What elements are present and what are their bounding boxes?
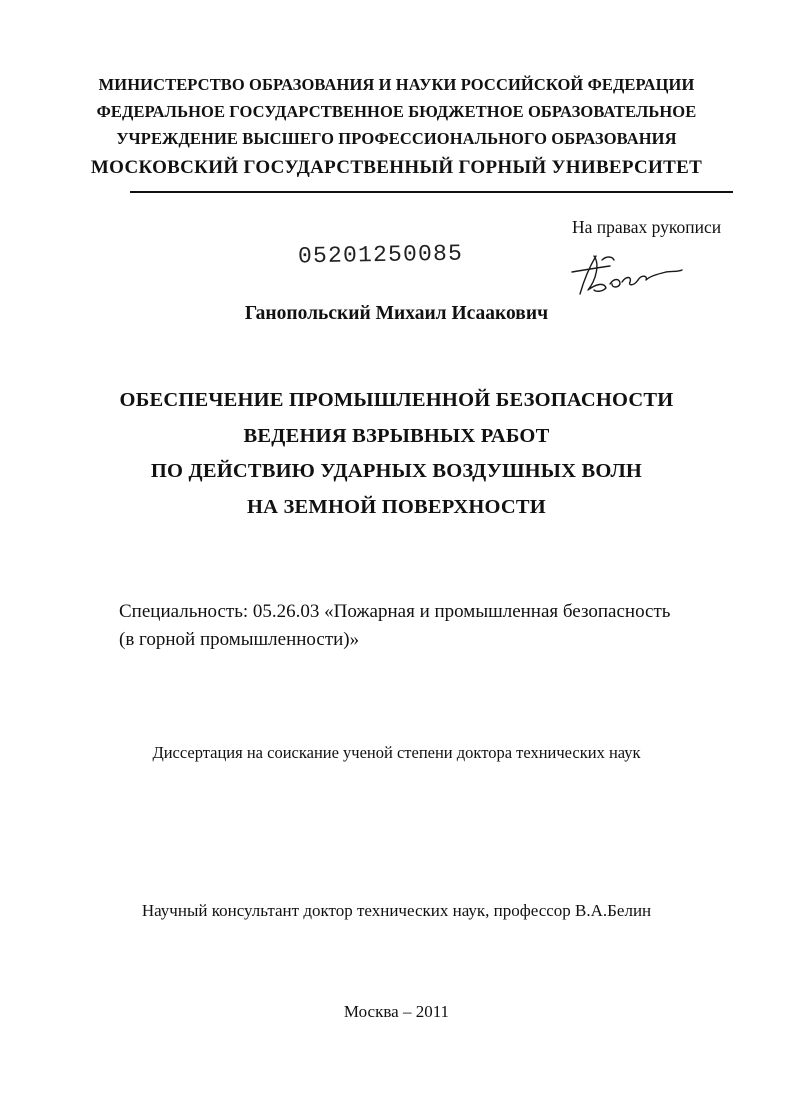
ministry-line-2: ФЕДЕРАЛЬНОЕ ГОСУДАРСТВЕННОЕ БЮДЖЕТНОЕ ОБРАЗОВАТЕЛЬНОЕ [96,102,697,121]
specialty-block [119,598,739,654]
title-line-4: НА ЗЕМНОЙ ПОВЕРХНОСТИ [247,496,546,518]
scientific-consultant: Научный консультант доктор технических наук, профессор В.А.Белин [141,901,652,920]
title-line-3: ПО ДЕЙСТВИЮ УДАРНЫХ ВОЗДУШНЫХ ВОЛН [150,460,643,482]
specialty-line-2: (в горной промышленности)» [119,629,360,650]
author-name: Ганопольский Михаил Исаакович [244,303,549,324]
signature-icon [566,250,686,300]
title-line-2: ВЕДЕНИЯ ВЗРЫВНЫХ РАБОТ [243,425,550,447]
ministry-line-3: УЧРЕЖДЕНИЕ ВЫСШЕГО ПРОФЕССИОНАЛЬНОГО ОБРАЗОВАНИЯ [116,129,677,148]
dissertation-note: Диссертация на соискание ученой степени доктора технических наук [152,743,641,762]
header-divider [130,191,733,193]
registration-number: 05201250085 [297,240,464,270]
university-name: МОСКОВСКИЙ ГОСУДАРСТВЕННЫЙ ГОРНЫЙ УНИВЕРСИТЕТ [90,157,703,178]
title-line-1: ОБЕСПЕЧЕНИЕ ПРОМЫШЛЕННОЙ БЕЗОПАСНОСТИ [119,389,674,411]
manuscript-note: На правах рукописи [572,217,722,237]
city-year: Москва – 2011 [343,1002,450,1021]
specialty-line-1: Специальность: 05.26.03 «Пожарная и промышленная безопасность [119,601,671,622]
ministry-line-1: МИНИСТЕРСТВО ОБРАЗОВАНИЯ И НАУКИ РОССИЙСКОЙ ФЕДЕРАЦИИ [98,75,695,94]
